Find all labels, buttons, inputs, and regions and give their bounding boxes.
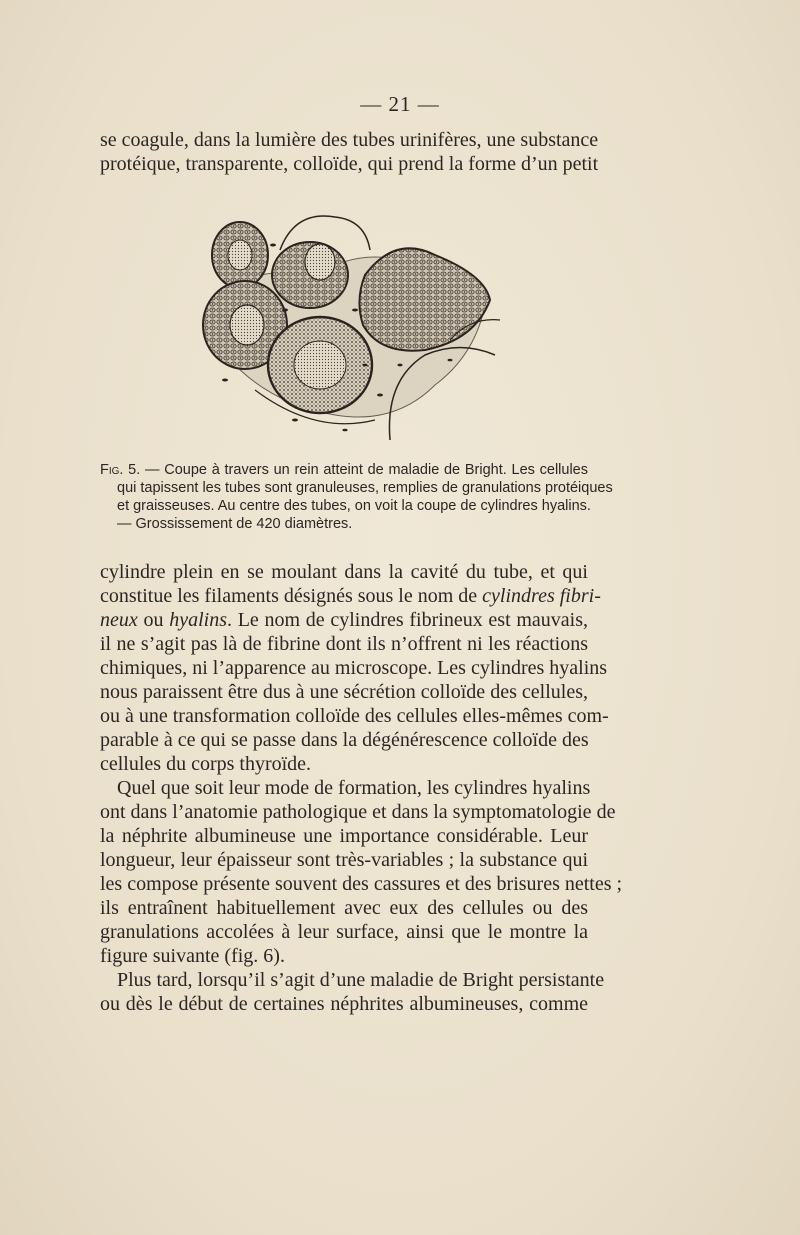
- text-line: il ne s’agit pas là de fibrine dont ils n’offrent ni les réactions: [100, 633, 588, 655]
- text-line: figure suivante (fig. 6).: [100, 945, 285, 967]
- figure-label: Fig. 5.: [100, 462, 141, 478]
- figure-caption-line: qui tapissent les tubes sont granuleuses, remplies de granulations protéiques: [117, 480, 613, 496]
- caption-text: — Coupe à travers un rein atteint de maladie de Bright. Les cellules: [140, 462, 588, 478]
- text-line: ils entraînent habituellement avec eux des cellules ou des: [100, 897, 588, 919]
- text-line: cellules du corps thyroïde.: [100, 753, 312, 775]
- text-line: ou à une transformation colloïde des cellules elles-mêmes com-: [100, 705, 609, 727]
- text-run: . Le nom de cylindres fibrineux est mauvais,: [226, 609, 589, 631]
- text-line: ou dès le début de certaines néphrites albumineuses, comme: [100, 993, 588, 1015]
- text-line: se coagule, dans la lumière des tubes urinifères, une substance: [100, 129, 599, 151]
- kidney-section-illustration: [195, 205, 505, 445]
- page-number: — 21 —: [360, 92, 440, 116]
- text-run: ou: [137, 609, 170, 631]
- italic-term: hyalins: [169, 609, 227, 631]
- text-line: granulations accolées à leur surface, ainsi que le montre la: [100, 921, 588, 943]
- figure-caption-line: et graisseuses. Au centre des tubes, on voit la coupe de cylindres hyalins.: [117, 498, 591, 514]
- text-run: constitue les filaments désignés sous le nom de: [100, 585, 483, 607]
- text-line: la néphrite albumineuse une importance considérable. Leur: [100, 825, 588, 847]
- text-line: [100, 608, 588, 632]
- italic-term: neux: [100, 609, 138, 631]
- text-line: chimiques, ni l’apparence au microscope. Les cylindres hyalins: [100, 657, 608, 679]
- text-line: protéique, transparente, colloïde, qui prend la forme d’un petit: [100, 153, 599, 175]
- text-line: [100, 584, 601, 608]
- figure-caption-line-1: [100, 461, 588, 479]
- text-line: nous paraissent être dus à une sécrétion colloïde des cellules,: [100, 681, 588, 703]
- text-line: Quel que soit leur mode de formation, les cylindres hyalins: [117, 777, 591, 799]
- text-line: les compose présente souvent des cassures et des brisures nettes ;: [100, 873, 623, 895]
- italic-term: cylindres fibri-: [482, 585, 601, 607]
- text-line: Plus tard, lorsqu’il s’agit d’une maladie de Bright persistante: [117, 969, 605, 991]
- text-line: ont dans l’anatomie pathologique et dans la symptomatologie de: [100, 801, 616, 823]
- text-line: longueur, leur épaisseur sont très-variables ; la substance qui: [100, 849, 588, 871]
- figure-caption-line: — Grossissement de 420 diamètres.: [117, 516, 353, 532]
- text-line: cylindre plein en se moulant dans la cavité du tube, et qui: [100, 561, 588, 583]
- text-line: parable à ce qui se passe dans la dégénérescence colloïde des: [100, 729, 589, 751]
